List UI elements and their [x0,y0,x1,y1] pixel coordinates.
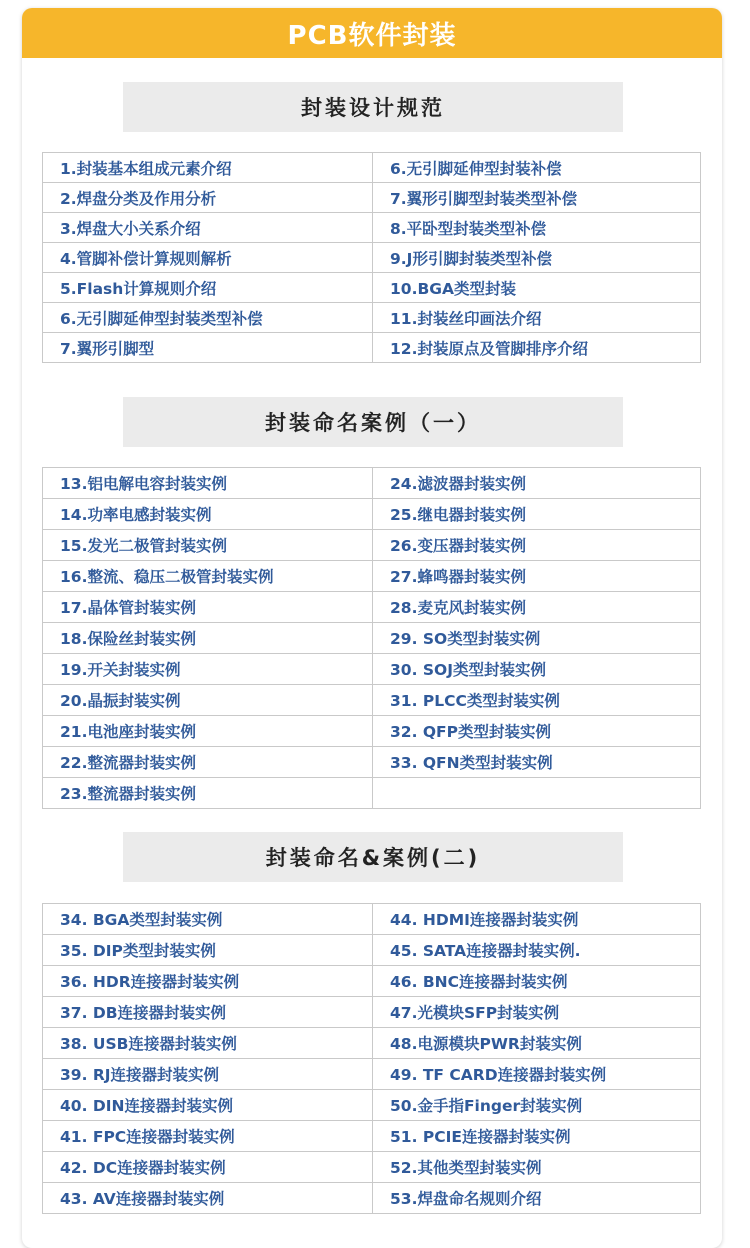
toc-link[interactable]: 39. RJ连接器封装实例 [43,1059,373,1090]
toc-link[interactable]: 19.开关封装实例 [43,654,373,685]
toc-link[interactable]: 8.平卧型封装类型补偿 [373,213,701,243]
toc-link[interactable]: 52.其他类型封装实例 [373,1152,701,1183]
toc-link[interactable]: 44. HDMI连接器封装实例 [373,904,701,935]
toc-link[interactable]: 20.晶振封装实例 [43,685,373,716]
section-title-naming-examples-2 [123,832,623,882]
toc-link[interactable]: 33. QFN类型封装实例 [373,747,701,778]
toc-link[interactable]: 7.翼形引脚型 [43,333,373,363]
toc-table-design-spec [42,152,701,363]
toc-link[interactable]: 16.整流、稳压二极管封装实例 [43,561,373,592]
toc-link[interactable]: 4.管脚补偿计算规则解析 [43,243,373,273]
toc-link[interactable]: 36. HDR连接器封装实例 [43,966,373,997]
toc-link[interactable]: 35. DIP类型封装实例 [43,935,373,966]
toc-link[interactable]: 32. QFP类型封装实例 [373,716,701,747]
toc-link[interactable]: 46. BNC连接器封装实例 [373,966,701,997]
toc-link[interactable]: 40. DIN连接器封装实例 [43,1090,373,1121]
toc-link[interactable]: 38. USB连接器封装实例 [43,1028,373,1059]
toc-link[interactable]: 23.整流器封装实例 [43,778,373,809]
toc-link[interactable]: 22.整流器封装实例 [43,747,373,778]
toc-link[interactable]: 41. FPC连接器封装实例 [43,1121,373,1152]
toc-link[interactable]: 29. SO类型封装实例 [373,623,701,654]
toc-link[interactable]: 24.滤波器封装实例 [373,468,701,499]
section-title-design-spec [123,82,623,132]
toc-link[interactable]: 34. BGA类型封装实例 [43,904,373,935]
toc-link[interactable]: 17.晶体管封装实例 [43,592,373,623]
toc-link[interactable]: 53.焊盘命名规则介绍 [373,1183,701,1214]
toc-link[interactable]: 9.J形引脚封装类型补偿 [373,243,701,273]
toc-link[interactable]: 48.电源模块PWR封装实例 [373,1028,701,1059]
toc-link[interactable]: 2.焊盘分类及作用分析 [43,183,373,213]
section-title-naming-examples-1 [123,397,623,447]
toc-link[interactable]: 51. PCIE连接器封装实例 [373,1121,701,1152]
toc-link[interactable]: 45. SATA连接器封装实例. [373,935,701,966]
toc-link[interactable]: 12.封装原点及管脚排序介绍 [373,333,701,363]
toc-link[interactable]: 47.光模块SFP封装实例 [373,997,701,1028]
toc-link[interactable]: 1.封装基本组成元素介绍 [43,153,373,183]
toc-link[interactable]: 30. SOJ类型封装实例 [373,654,701,685]
toc-link[interactable]: 37. DB连接器封装实例 [43,997,373,1028]
toc-link[interactable]: 28.麦克风封装实例 [373,592,701,623]
toc-link[interactable]: 18.保险丝封装实例 [43,623,373,654]
toc-link[interactable]: 43. AV连接器封装实例 [43,1183,373,1214]
toc-link[interactable]: 15.发光二极管封装实例 [43,530,373,561]
page-header [22,8,722,58]
toc-link[interactable]: 50.金手指Finger封装实例 [373,1090,701,1121]
page-title: PCB软件封装 [287,20,457,51]
toc-link[interactable]: 14.功率电感封装实例 [43,499,373,530]
toc-link[interactable]: 6.无引脚延伸型封装补偿 [373,153,701,183]
toc-link[interactable]: 27.蜂鸣器封装实例 [373,561,701,592]
content-card [22,8,722,1248]
section-title-label: 封装命名案例（一） [265,411,481,435]
toc-link[interactable]: 49. TF CARD连接器封装实例 [373,1059,701,1090]
toc-link[interactable]: 5.Flash计算规则介绍 [43,273,373,303]
toc-link[interactable]: 7.翼形引脚型封装类型补偿 [373,183,701,213]
toc-link[interactable]: 11.封装丝印画法介绍 [373,303,701,333]
toc-link[interactable]: 10.BGA类型封装 [373,273,701,303]
toc-link[interactable]: 6.无引脚延伸型封装类型补偿 [43,303,373,333]
section-title-label: 封装设计规范 [301,96,445,120]
toc-link[interactable]: 13.铝电解电容封装实例 [43,468,373,499]
section-title-label: 封装命名&案例(二) [265,846,481,870]
toc-link[interactable]: 3.焊盘大小关系介绍 [43,213,373,243]
toc-link[interactable]: 42. DC连接器封装实例 [43,1152,373,1183]
empty-cell [373,778,701,809]
toc-link[interactable]: 26.变压器封装实例 [373,530,701,561]
toc-link[interactable]: 25.继电器封装实例 [373,499,701,530]
toc-table-naming-examples-1 [42,467,701,809]
toc-link[interactable]: 21.电池座封装实例 [43,716,373,747]
toc-table-naming-examples-2 [42,903,701,1214]
toc-link[interactable]: 31. PLCC类型封装实例 [373,685,701,716]
